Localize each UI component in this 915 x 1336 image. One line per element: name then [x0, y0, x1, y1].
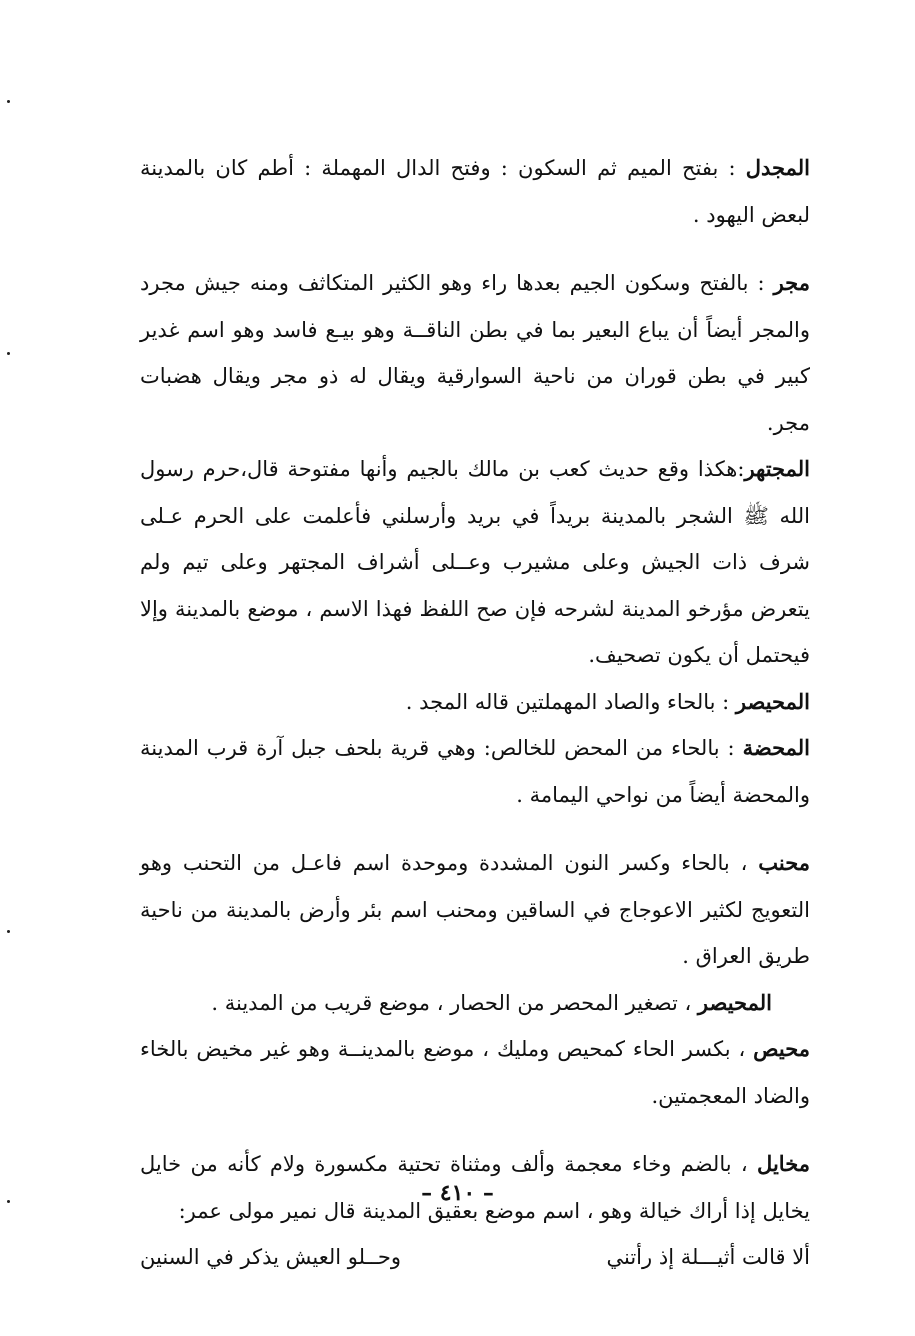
- poem-verse: [140, 1234, 810, 1281]
- entry-headword: محيص: [753, 1036, 810, 1061]
- entry-body: : بالحاء من المحض للخالص: وهي قرية بلحف جبل آرة قرب المدينة والمحضة أيضاً من نواحي اليمامة .: [140, 736, 810, 807]
- entry-majr: [140, 260, 810, 446]
- entry-body: : بالفتح وسكون الجيم بعدها راء وهو الكثير المتكاثف ومنه جيش مجرد والمجر أيضاً أن يباع البعير بما في بطن الناقــة وهو بيـع فاسد وهو اسم غدير كبير في بطن قوران من ناحية السوارقية ويقال له ذو مجر ويقال هضبات مجر.: [140, 271, 810, 435]
- main-text: [140, 145, 810, 1281]
- entry-body: : بالحاء والصاد المهملتين قاله المجد .: [405, 689, 736, 714]
- entry-mujdal: [140, 145, 810, 238]
- entry-mahis: [140, 1026, 810, 1119]
- verse-right-hemistich: ألا قالت أثيـــلة إذ رأتني: [606, 1245, 810, 1269]
- scan-speck: [7, 100, 10, 103]
- entry-headword: مخايل: [757, 1151, 810, 1176]
- verse-left-hemistich: وحــلو العيش يذكر في السنين: [140, 1245, 402, 1269]
- entry-body: ، بالضم وخاء معجمة وألف ومثناة تحتية مكسورة ولام كأنه من خايل يخايل إذا أراك خيالة وهو ، اسم موضع بعقيق المدينة قال نمير مولى عمر:: [140, 1152, 810, 1223]
- entry-muhannib: [140, 840, 810, 980]
- scan-speck: [7, 930, 10, 933]
- entry-headword: المجدل: [745, 155, 810, 180]
- entry-headword: المحضة: [742, 735, 810, 760]
- entry-mahda: [140, 725, 810, 818]
- entry-body: ، تصغير المحصر من الحصار ، موضع قريب من المدينة .: [211, 990, 698, 1015]
- entry-body: :هكذا وقع حديث كعب بن مالك بالجيم وأنها مفتوحة قال،حرم رسول الله ﷺ الشجر بالمدينة بريداً في بريد وأرسلني فأعلمت على الحرم عـلى شرف ذات الجيش وعلى مشيرب وعــلى أشراف المجتهر وعلى تيم ولم يتعرض مؤرخو المدينة لشرحه فإن صح اللفظ فهذا الاسم ، موضع بالمدينة وإلا فيحتمل أن يكون تصحيف.: [140, 457, 810, 667]
- entry-headword: محنب: [758, 850, 810, 875]
- entry-headword: مجر: [773, 270, 810, 295]
- entry-headword: المجتهر: [744, 456, 810, 481]
- entry-headword: المحيصر: [697, 989, 772, 1015]
- page-number: – ٤١٠ –: [421, 1180, 494, 1206]
- scan-speck: [7, 352, 10, 355]
- entry-muhaysir-2: [140, 980, 810, 1027]
- entry-body: ، بكسر الحاء كمحيص ومليك ، موضع بالمدينــة وهو غير مخيض بالخاء والضاد المعجمتين.: [140, 1037, 810, 1108]
- entry-headword: المحيصر: [735, 688, 810, 714]
- entry-body: : بفتح الميم ثم السكون : وفتح الدال المهملة : أطم كان بالمدينة لبعض اليهود .: [140, 156, 810, 227]
- entry-muhaysir: [140, 679, 810, 726]
- entry-mujtahir: [140, 446, 810, 679]
- entry-body: ، بالحاء وكسر النون المشددة وموحدة اسم فاعـل من التحنب وهو التعويج لكثير الاعوجاج في الساقين ومحنب اسم بئر وأرض بالمدينة من ناحية طريق العراق .: [140, 851, 810, 968]
